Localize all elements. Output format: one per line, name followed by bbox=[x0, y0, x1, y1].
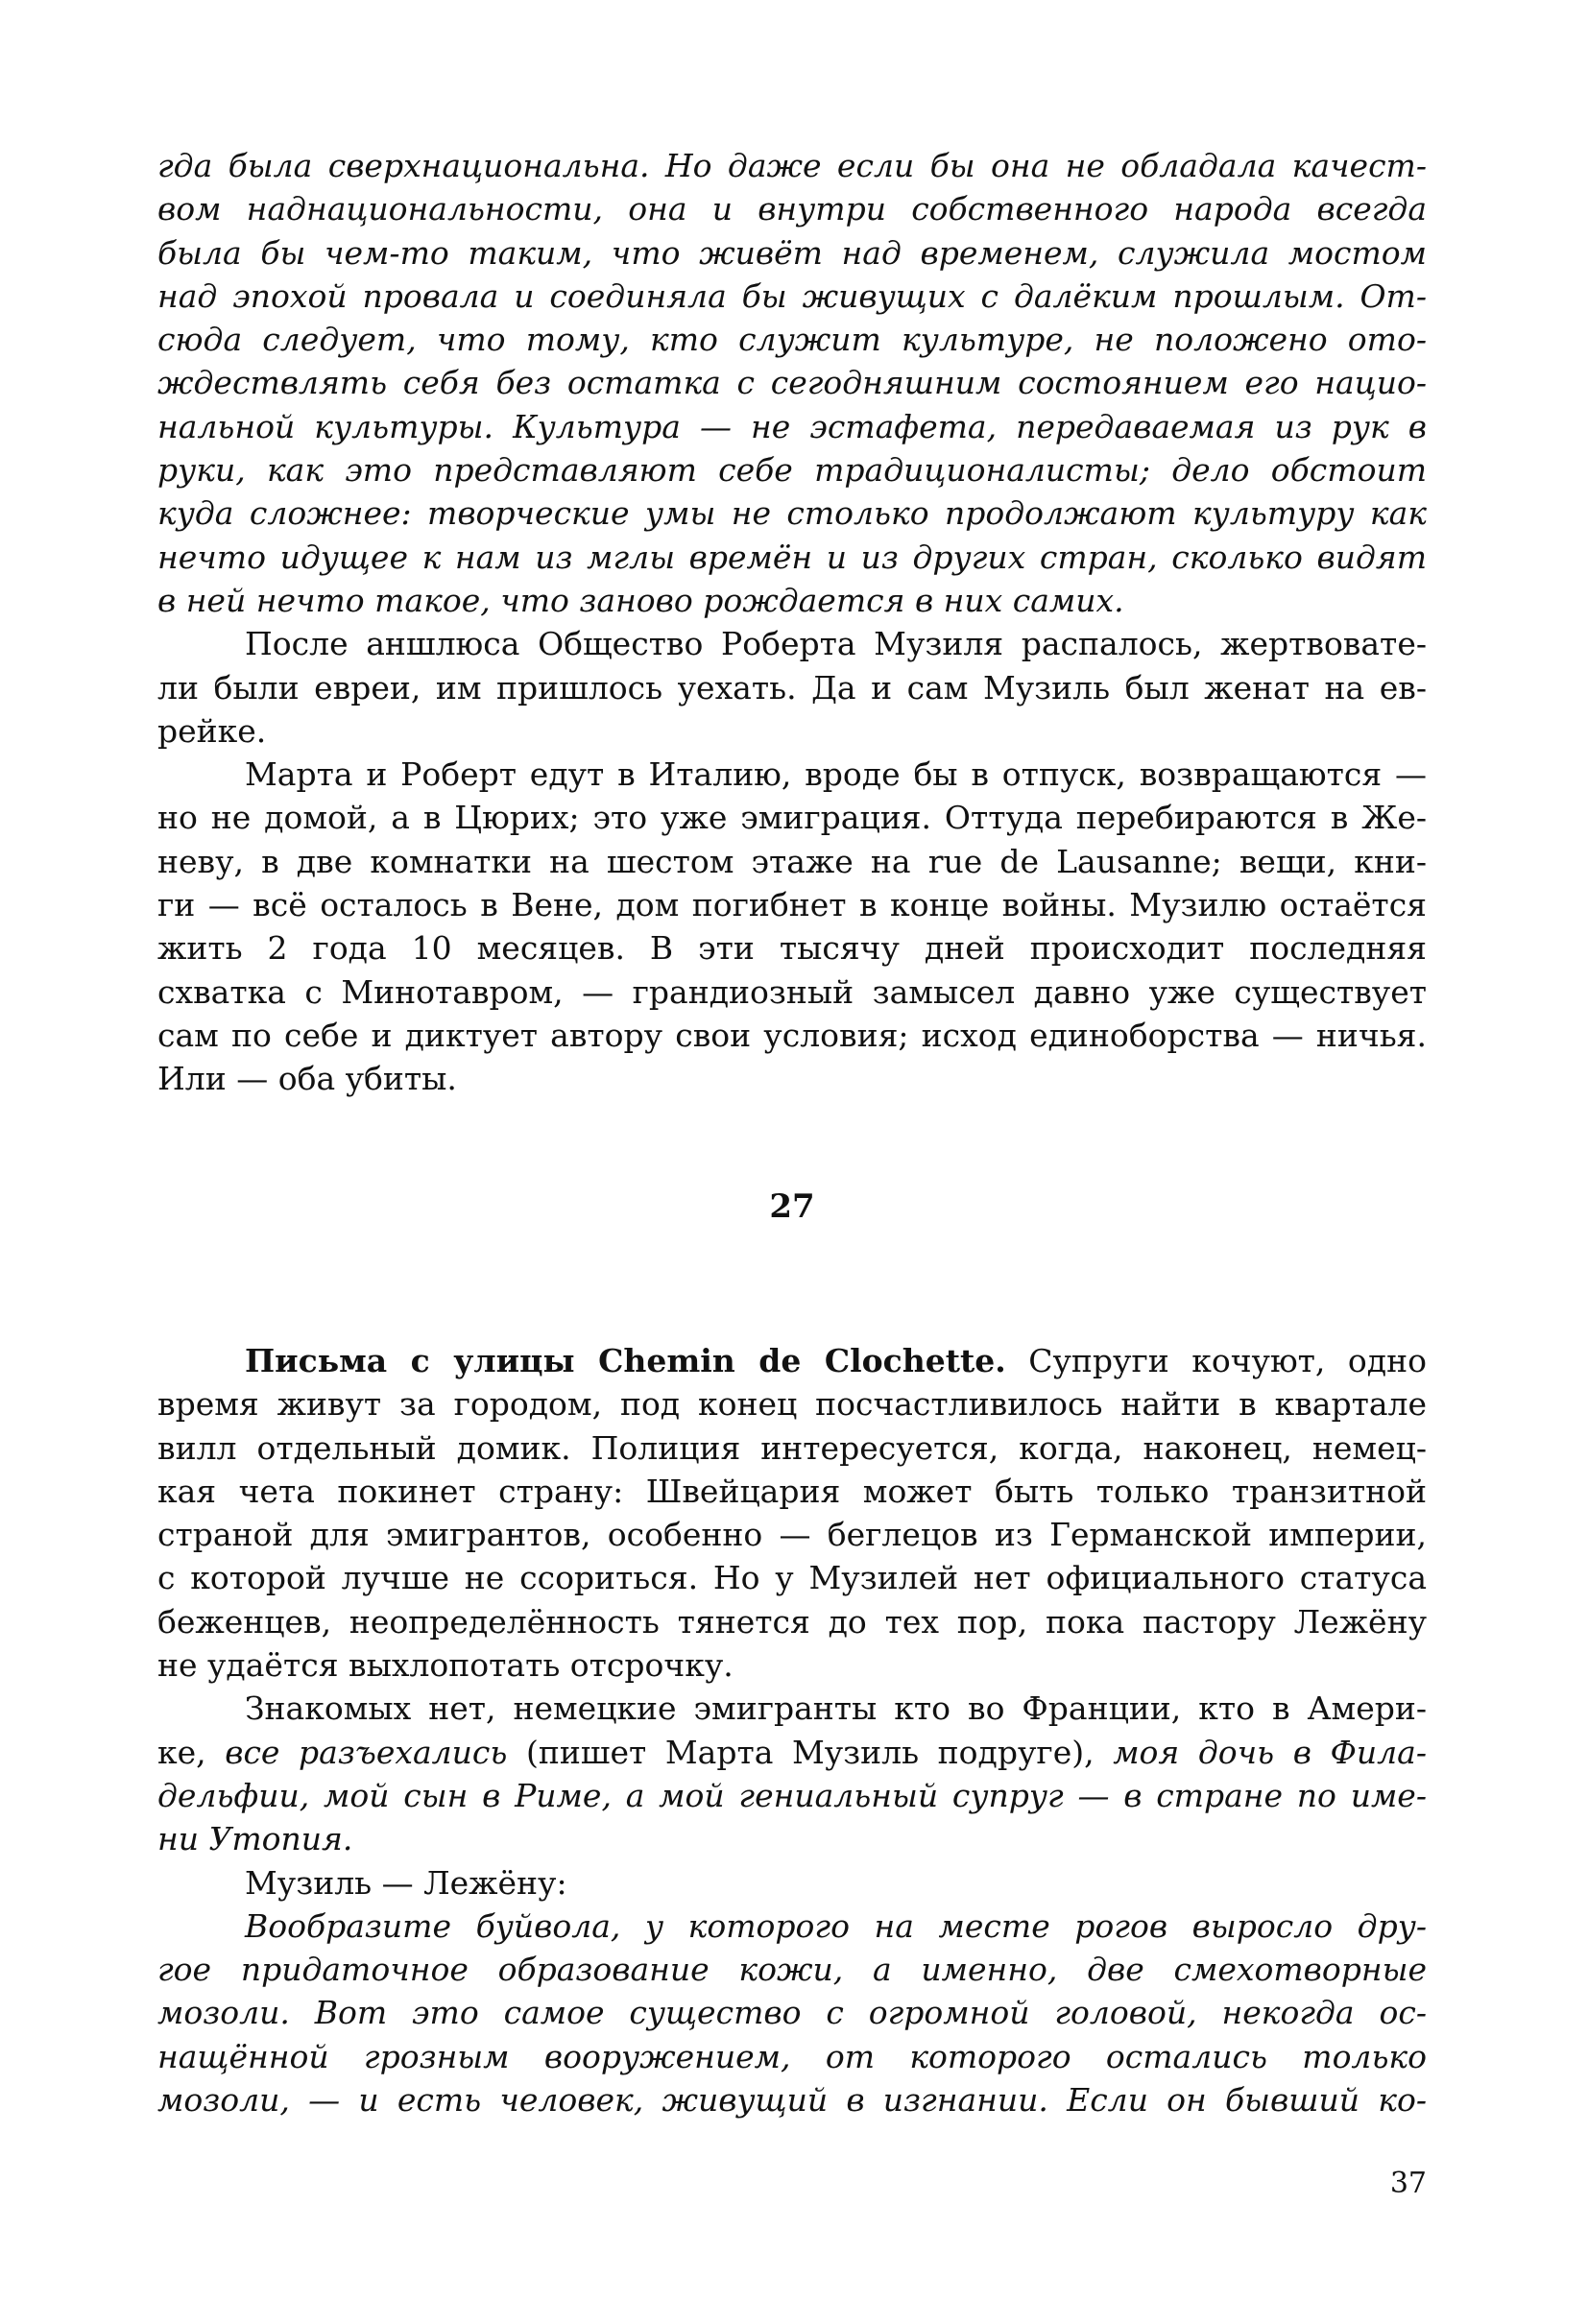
text-line bbox=[157, 1339, 1427, 1382]
letter-addressee: Музиль — Лежёну: bbox=[245, 1863, 567, 1902]
inline-quote: моя дочь в Фила- bbox=[1113, 1733, 1427, 1771]
text-line: не удаётся выхлопотать отсрочку. bbox=[157, 1646, 734, 1685]
text-line: неву, в две комнатки на шестом этаже на rue de Lausanne; вещи, кни- bbox=[157, 842, 1427, 880]
section-number: 27 bbox=[769, 1187, 815, 1226]
text-line: Марта и Роберт едут в Италию, вроде бы в отпуск, возвращаются — bbox=[245, 755, 1427, 794]
text-line: ждествлять себя без остатка с сегодняшним состоянием его нацио- bbox=[157, 364, 1427, 402]
text-line: гда была сверхнациональна. Но даже если бы она не обладала качест- bbox=[157, 147, 1427, 184]
text-line: но не домой, а в Цюрих; это уже эмиграция. Оттуда перебираются в Же- bbox=[157, 799, 1427, 837]
text-line: над эпохой провала и соединяла бы живущих с далёким прошлым. От- bbox=[157, 276, 1427, 315]
inline-text: (пишет Марта Музиль подруге), bbox=[507, 1733, 1114, 1771]
text-line: ги — всё осталось в Вене, дом погибнет в конце войны. Музилю остаётся bbox=[157, 886, 1427, 924]
acquaintances-paragraph bbox=[157, 1687, 1427, 1860]
section-body bbox=[157, 1339, 1427, 2121]
page-number: 37 bbox=[1389, 2167, 1427, 2200]
text-line: нащённой грозным вооружением, от которого остались только bbox=[157, 2037, 1427, 2075]
text-line: ни Утопия. bbox=[157, 1820, 353, 1858]
text-line bbox=[157, 1731, 1427, 1774]
text-line: вом наднациональности, она и внутри собственного народа всегда bbox=[157, 190, 1427, 228]
letters-paragraph bbox=[157, 1339, 1427, 1687]
text-line: кая чета покинет страну: Швейцария может быть только транзитной bbox=[157, 1472, 1427, 1510]
quote-paragraph bbox=[157, 144, 1427, 622]
text-line: Или — оба убиты. bbox=[157, 1060, 457, 1098]
text-line: гое придаточное образование кожи, а именно, две смехотворные bbox=[157, 1951, 1427, 1989]
text-line: сюда следует, что тому, кто служит культуре, не положено ото- bbox=[157, 321, 1427, 359]
text-line: схватка с Минотавром, — грандиозный замысел давно уже существует bbox=[157, 972, 1427, 1011]
text-line: Вообразите буйвола, у которого на месте рогов выросло дру- bbox=[245, 1906, 1427, 1945]
marta-paragraph bbox=[157, 753, 1427, 1100]
text-line: Знакомых нет, немецкие эмигранты кто во Франции, кто в Амери- bbox=[245, 1689, 1427, 1728]
text-line: нечто идущее к нам из мглы времён и из других стран, сколько видят bbox=[157, 538, 1427, 576]
text-line: время живут за городом, под конец посчастливилось найти в квартале bbox=[157, 1385, 1427, 1424]
text-line: рейке. bbox=[157, 711, 267, 750]
anschluss-paragraph bbox=[157, 622, 1427, 753]
text-line: сам по себе и диктует автору свои условия; исход единоборства — ничья. bbox=[157, 1016, 1427, 1054]
text-line: мозоли. Вот это самое существо с огромной головой, некогда ос- bbox=[157, 1994, 1427, 2032]
page-body bbox=[157, 144, 1427, 2120]
text-line: дельфии, мой сын в Риме, а мой гениальный супруг — в стране по име- bbox=[157, 1776, 1427, 1814]
text-line: ли были евреи, им пришлось уехать. Да и сам Музиль был женат на ев- bbox=[157, 668, 1427, 707]
buffalo-quote-paragraph bbox=[157, 1905, 1427, 2121]
text-line: мозоли, — и есть человек, живущий в изгнании. Если он бывший ко- bbox=[157, 2081, 1427, 2120]
text-line: жить 2 года 10 месяцев. В эти тысячу дней происходит последняя bbox=[157, 929, 1427, 968]
text-line: беженцев, неопределённость тянется до тех пор, пока пастору Лежёну bbox=[157, 1602, 1427, 1641]
text-line: была бы чем-то таким, что живёт над временем, служила мостом bbox=[157, 233, 1427, 272]
text-line: После аншлюса Общество Роберта Музиля распалось, жертвовате- bbox=[245, 625, 1427, 663]
text-line: руки, как это представляют себе традиционалисты; дело обстоит bbox=[157, 451, 1427, 490]
text-line: с которой лучше не ссориться. Но у Музилей нет официального статуса bbox=[157, 1559, 1427, 1597]
text-line: нальной культуры. Культура — не эстафета, передаваемая из рук в bbox=[157, 407, 1427, 445]
text-line: в ней нечто такое, что заново рождается в них самих. bbox=[157, 581, 1124, 619]
inline-text: Супруги кочуют, одно bbox=[1005, 1342, 1427, 1379]
letters-heading: Письма с улицы Chemin de Clochette. bbox=[245, 1342, 1006, 1379]
inline-text: ке, bbox=[157, 1733, 226, 1771]
text-line: куда сложнее: творческие умы не столько продолжают культуру как bbox=[157, 494, 1427, 533]
inline-quote: все разъехались bbox=[225, 1733, 508, 1771]
text-line: вилл отдельный домик. Полиция интересуется, когда, наконец, немец- bbox=[157, 1428, 1427, 1467]
text-line: страной для эмигрантов, особенно — беглецов из Германской империи, bbox=[157, 1516, 1427, 1554]
